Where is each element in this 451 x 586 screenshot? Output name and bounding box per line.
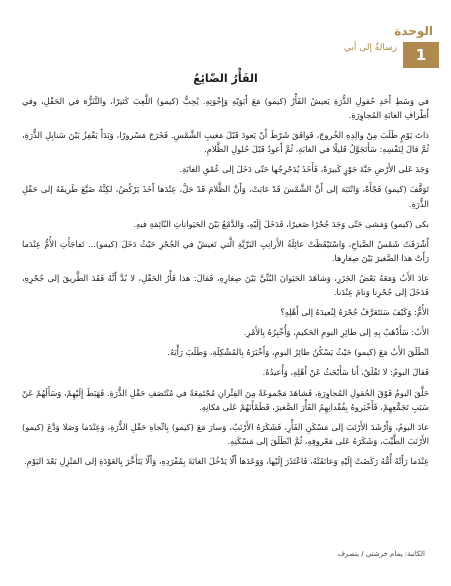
story-paragraph: وَجَدَ عَلى الأَرْضِ حَبَّةَ جَوْزٍ كَبيرَةً، فَأَخَذَ يُدَحْرِجُها حَتّى دَخَلَ إلى عُمْقِ الغابَةِ. [179,164,429,175]
unit-subtitle: رسالةٌ إلى أبي [343,43,397,53]
story-body [22,94,429,474]
story-paragraph: ذاتَ يَوْمٍ طَلَبَ مِنْ والِدِهِ الخُروجَ، فَوافَقَ شَرْطَ أَنْ يَعودَ قَبْلَ مَغيبِ الشَّمْسِ. فَخَرَجَ مَسْرورًا، وَبَدَأَ يَقْفِزُ بَيْنَ سَنابِلِ الذُّرَةِ، ثُمَّ قالَ لِنَفْسِهِ: سَأَتَجَوَّلُ قَليلًا في الغابَةِ، ثُمَّ أَعودُ قَبْلَ حُلولِ الظَّلامِ. [22,130,429,155]
story-paragraph: عادَ الأَبُ وَمَعَهُ بَعْضُ الجَزَرِ، وَشاهَدَ الحَيَوانَ البُنِّيَّ بَيْنَ صِغارِهِ، فَقالَ: هذا فَأْرُ الحَقْلِ، لا بُدَّ أَنَّهُ فَقَدَ الطَّريقَ إلى جُحْرِهِ، فَدَخَلَ إلى جُحْرِنا وَنامَ عِنْدَنا. [22,272,429,298]
story-paragraph: حَلَّقَ البومُ فَوْقَ الحُقولِ المُجاوِرَةِ، فَشاهَدَ مَجْموعَةً مِنَ الفِئْرانِ مُجْتَمِعَةً في مُنْتَصَفِ حَقْلِ الذُّرَةِ. فَهَبَطَ إِلَيْهِمْ، وَسَأَلَهُمْ عَنْ سَبَبِ تَجَمُّعِهِمْ، فَأَخْبَروهُ بِفُقْدانِهِمُ الفَأْرَ الصَّغيرَ، فَطَمْأَنَهُمْ عَلى مَكانِهِ. [22,387,429,412]
unit-number-badge: 1 [403,42,439,68]
author-credit: الكاتبة: يمام خرشتي / بتصرف [337,550,425,558]
story-title: الفَأْرُ الضّائِعُ [193,72,258,85]
story-paragraph: الأَبُ: سَأَذْهَبُ بِهِ إلى طائِرِ البومِ الحَكيمِ، وَأُخْبِرُهُ بِالأَمْرِ. [243,327,429,338]
story-paragraph: بكى (كيمو) وَمَشى حَتّى وَجَدَ جُحْرًا صَغيرًا، فَدَخَلَ إِلَيْهِ، وَالدَّمْعُ بَيْنَ الحَيَواناتِ النّائِمَةِ فيهِ. [133,218,429,229]
story-paragraph: تَوَقَّفَ (كيمو) فَجْأَةً، وَانْتَبَهَ إلى أَنَّ الشَّمْسَ قَدْ غابَتْ، وَأَنَّ الظَّلامَ قَدْ حَلَّ، عِنْدَها أَخَذَ يَرْكُضُ، لكِنَّهُ ضَيَّعَ طَريقَهُ إلى حَقْلِ الذُّرَةِ. [22,184,429,209]
story-paragraph: فَقالَ البومُ: لا تَقْلَقْ، أَنا سَأَبْحَثُ عَنْ أَهْلِهِ، وَأُعيدُهُ. [262,367,429,378]
story-paragraph: انْطَلَقَ الأَبُ مَعَ (كيمو) حَيْثُ يَسْكُنُ طائِرُ البومِ، وَأَخْبَرَهُ بِالمُشْكِلَةِ، وَطَلَبَ رَأْيَهُ. [167,347,429,358]
story-paragraph: عِنْدَما رَأَتْهُ أُمُّهُ رَكَضَتْ إِلَيْهِ وَعانَقَتْهُ، فَاعْتَذَرَ إِلَيْها، وَوَعَدَها أَلّا يَدْخُلَ الغابَةَ بِمُفْرَدِهِ، وَأَلّا يَتَأَخَّرَ بِالعَوْدَةِ إلى المَنْزِلِ بَعْدَ اليَوْمِ. [24,455,429,466]
story-paragraph: الأُمُّ: وَكَيْفَ سَنَتَعَرَّفُ جُحْرَهُ لِنُعيدَهُ إلى أَهْلِهِ؟ [280,307,429,318]
unit-label: الوحدة [394,24,433,38]
story-paragraph: في وَسَطِ أَحَدِ حُقولِ الذُّرَةِ يَعيشُ الفَأْرُ (كيمو) مَعَ أَبَوَيْهِ وَإِخْوَتِهِ. يُحِبُّ (كيمو) اللَّعِبَ كَثيرًا، والتَّنَزُّهَ في الحَقْلِ، وفي أَطْرافِ الغابَةِ المُجاوِرَةِ. [22,96,429,121]
story-paragraph: عادَ البومُ، وَأَرْشَدَ الأَرْنَبَ إلى مَسْكَنِ الفَأْرِ، فَشَكَرَهُ الأَرْنَبُ، وَسارَ مَعَ (كيمو) بِاتِّجاهِ حَقْلِ الذُّرَةِ، وَعِنْدَما وَصَلا وَدَّعَ (كيمو) الأَرْنَبَ الطَّيِّبَ، وَشَكَرَهُ عَلى مَعْروفِهِ، ثُمَّ انْطَلَقَ إلى مَسْكَنِهِ. [22,421,429,446]
story-paragraph: أَشْرَقَتْ شَمْسُ الصَّباحِ، وَاسْتَيْقَظَتْ عائِلَةُ الأَرانِبِ البَرِّيَّةِ الَّتي تَعيشُ في الجُحْرِ حَيْثُ دَخَلَ (كيمو)... تَفاجَأَتِ الأُمُّ عِنْدَما رَأَتْ هذا الصَّغيرَ بَيْنَ صِغارِها. [22,238,429,263]
